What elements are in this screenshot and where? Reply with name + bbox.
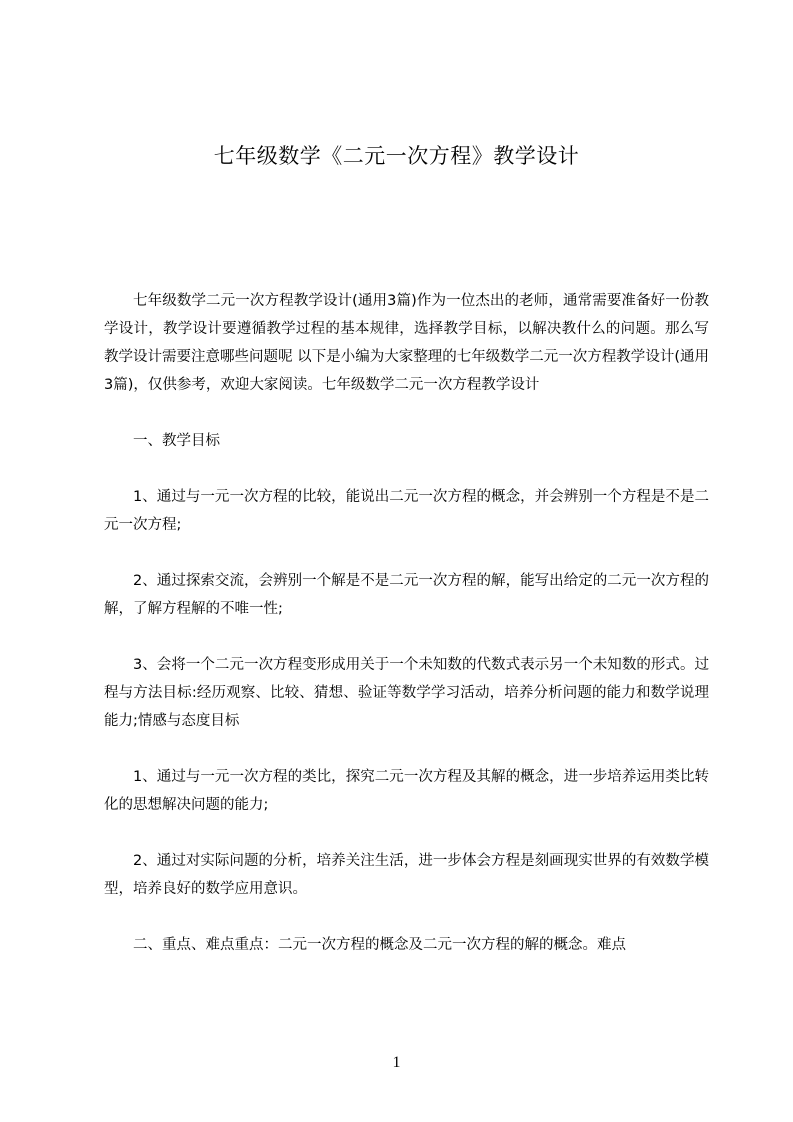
paragraph-intro: 七年级数学二元一次方程教学设计(通用3篇)作为一位杰出的老师，通常需要准备好一份教学设计，教学设计要遵循教学过程的基本规律，选择教学目标，以解决教什么的问题。那么写教学设计需要注意哪些问题呢 以下是小编为大家整理的七年级数学二元一次方程教学设计(通用3篇)，仅供参考，欢迎大家阅读。七年级数学二元一次方程教学设计 [104,293,709,393]
paragraph-goal-3: 3、会将一个二元一次方程变形成用关于一个未知数的代数式表示另一个未知数的形式。过程与方法目标:经历观察、比较、猜想、验证等数学学习活动，培养分析问题的能力和数学说理能力;情感与态度目标 [104,657,709,729]
paragraph-attitude-2: 2、通过对实际问题的分析，培养关注生活，进一步体会方程是刻画现实世界的有效数学模型，培养良好的数学应用意识。 [104,853,709,897]
paragraph-attitude-1: 1、通过与一元一次方程的类比，探究二元一次方程及其解的概念，进一步培养运用类比转化的思想解决问题的能力; [104,769,709,813]
page-number: 1 [392,1054,401,1071]
document-body [104,287,709,959]
heading-key-points: 二、重点、难点重点：二元一次方程的概念及二元一次方程的解的概念。难点 [133,937,626,953]
heading-teaching-goals: 一、教学目标 [133,433,220,449]
document-title: 七年级数学《二元一次方程》教学设计 [213,144,580,168]
paragraph-goal-1: 1、通过与一元一次方程的比较，能说出二元一次方程的概念，并会辨别一个方程是不是二元一次方程; [104,489,709,533]
paragraph-goal-2: 2、通过探索交流，会辨别一个解是不是二元一次方程的解，能写出给定的二元一次方程的解，了解方程解的不唯一性; [104,573,709,617]
